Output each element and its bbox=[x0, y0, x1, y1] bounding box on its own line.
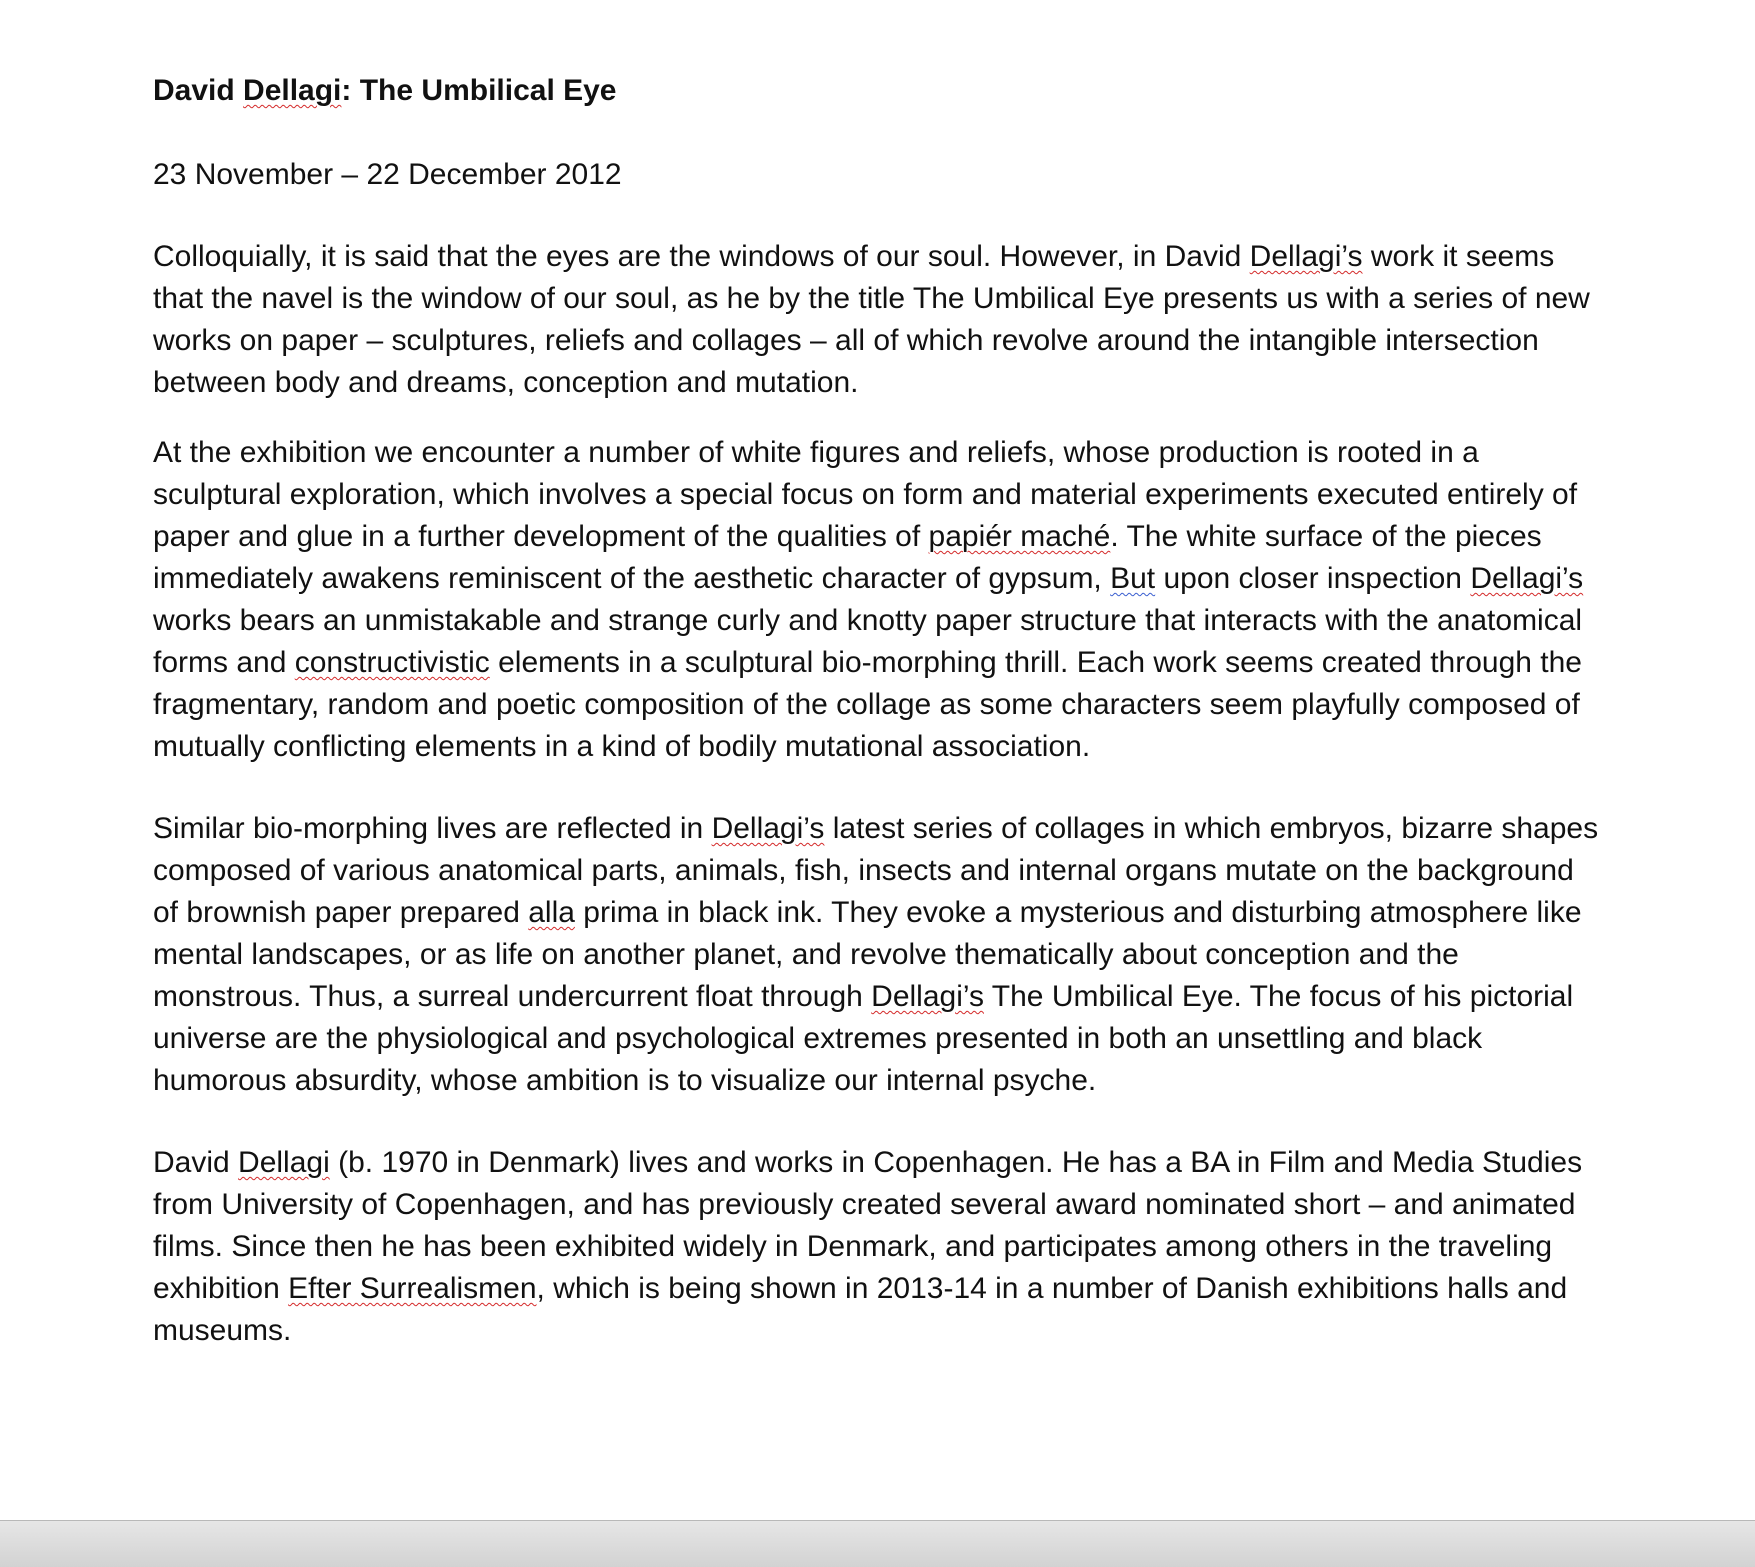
document-body bbox=[153, 70, 1603, 1352]
spelling-flag: Dellagi bbox=[238, 1146, 330, 1179]
spelling-flag: Dellagi’s bbox=[1249, 240, 1363, 273]
paragraph-text: upon closer inspection bbox=[1155, 562, 1471, 595]
paragraph-text: The Umbilical Eye. The focus of his pictorial universe are the physiological and psychological extremes presented in both an unsettling and black humorous absurdity, whose ambition is to visualize our internal psyche. bbox=[153, 980, 1574, 1097]
spelling-flag: Dellagi’s bbox=[711, 812, 825, 845]
paragraph-text: Colloquially, it is said that the eyes are the windows of our soul. However, in David bbox=[153, 240, 1250, 273]
paragraph-biography bbox=[153, 1142, 1603, 1352]
grammar-flag: But bbox=[1110, 562, 1156, 595]
paragraph-text: (b. 1970 in Denmark) lives and works in Copenhagen. He has a BA in Film and Media Studies from University of Copenhagen, and has previously created several award nominated short – and animated films. Since then he has been exhibited widely in Denmark, and participates among others in the traveling exhibition bbox=[153, 1146, 1583, 1305]
document-title bbox=[153, 70, 1603, 112]
paragraph-text: work it seems that the navel is the window of our soul, as he by the title The Umbilical Eye presents us with a series of new works on paper – sculptures, reliefs and collages – all of which revolve around the intangible intersection between body and dreams, conception and mutation. bbox=[153, 240, 1590, 399]
paragraph-intro bbox=[153, 236, 1603, 404]
paragraph-text: . The white surface of the pieces immediately awakens reminiscent of the aesthetic character of gypsum, bbox=[153, 520, 1542, 595]
title-text: David bbox=[153, 74, 244, 107]
paragraph-text: , which is being shown in 2013-14 in a number of Danish exhibitions halls and museums. bbox=[153, 1272, 1568, 1347]
paragraph-text: elements in a sculptural bio-morphing thrill. Each work seems created through the fragmentary, random and poetic composition of the collage as some characters seem playfully composed of mutually conflicting elements in a kind of bodily mutational association. bbox=[153, 646, 1582, 763]
spelling-flag: constructivistic bbox=[294, 646, 490, 679]
bottom-status-bar bbox=[0, 1520, 1755, 1567]
exhibition-dates: 23 November – 22 December 2012 bbox=[153, 158, 622, 191]
title-text: : The Umbilical Eye bbox=[341, 74, 617, 107]
paragraph-sculptures bbox=[153, 432, 1603, 768]
paragraph-text: prima in black ink. They evoke a mysterious and disturbing atmosphere like mental landscapes, or as life on another planet, and revolve thematically about conception and the monstrous. Thus, a surreal undercurrent float through bbox=[153, 896, 1582, 1013]
paragraph-text: At the exhibition we encounter a number of white figures and reliefs, whose production is rooted in a sculptural exploration, which involves a special focus on form and material experiments executed entirely of paper and glue in a further development of the qualities of bbox=[153, 436, 1578, 553]
paragraph-text: Similar bio-morphing lives are reflected in bbox=[153, 812, 712, 845]
paragraph-text: latest series of collages in which embryos, bizarre shapes composed of various anatomical parts, animals, fish, insects and internal organs mutate on the background of brownish paper prepared bbox=[153, 812, 1599, 929]
paragraph-text: works bears an unmistakable and strange curly and knotty paper structure that interacts with the anatomical forms and bbox=[153, 604, 1583, 679]
spelling-flag: Dellagi bbox=[243, 74, 342, 107]
spelling-flag: Efter Surrealismen bbox=[288, 1272, 537, 1305]
paragraph-text: David bbox=[153, 1146, 239, 1179]
spelling-flag: papiér maché bbox=[928, 520, 1111, 553]
spelling-flag: Dellagi’s bbox=[1470, 562, 1584, 595]
spelling-flag: Dellagi’s bbox=[871, 980, 984, 1013]
paragraph-collages bbox=[153, 808, 1603, 1102]
spelling-flag: alla bbox=[528, 896, 575, 929]
